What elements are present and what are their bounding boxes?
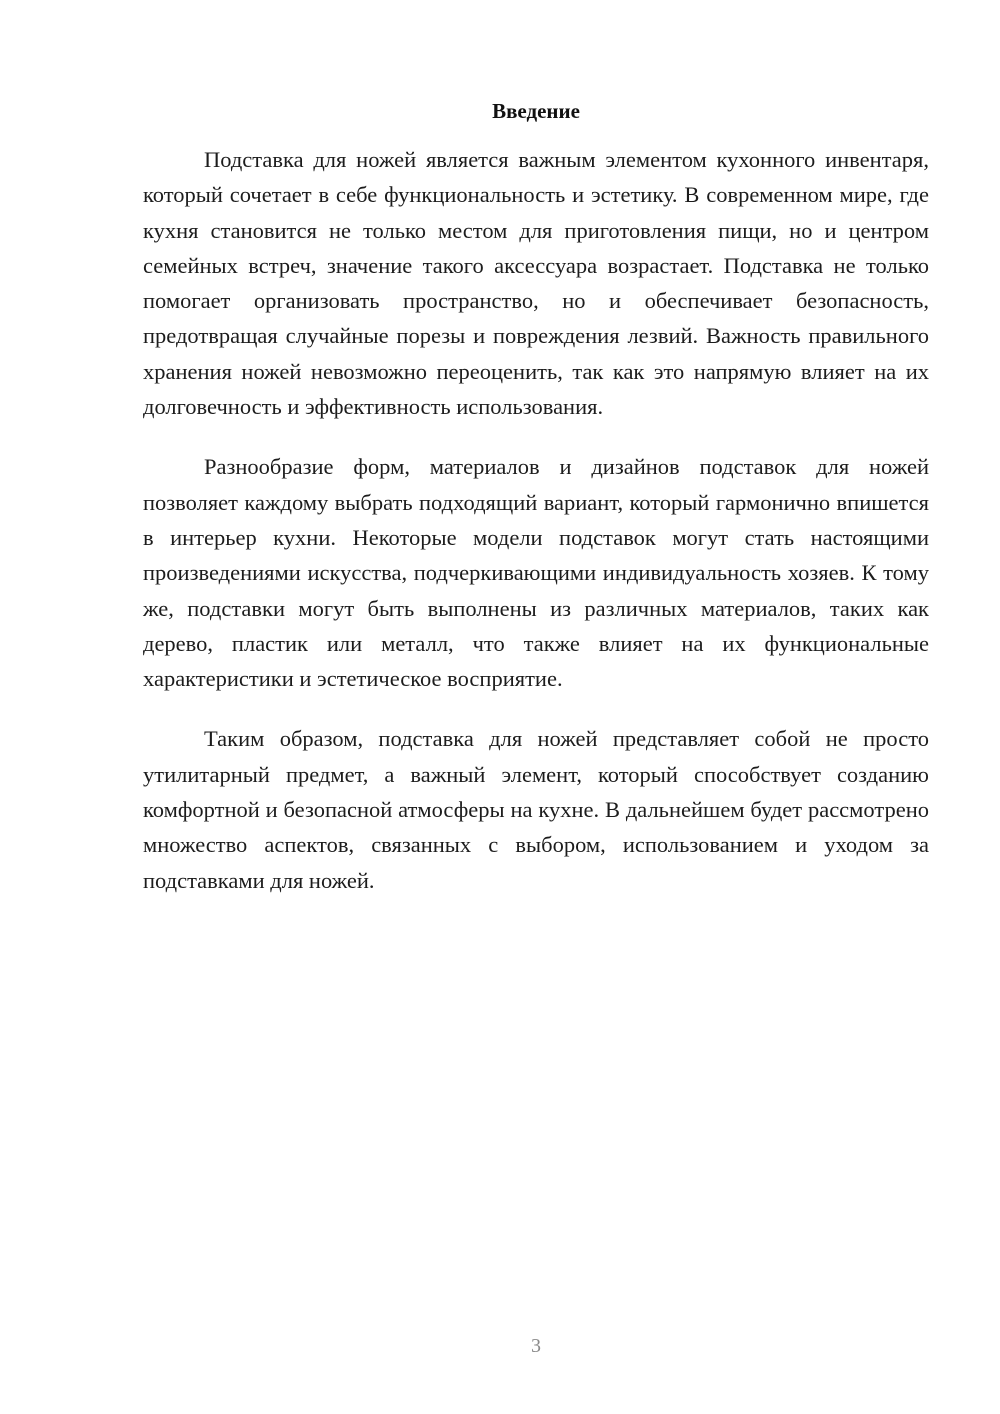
paragraph-3: Таким образом, подставка для ножей представляет собой не просто утилитарный предмет, а важный элемент, который способствует созданию комфортной и безопасной атмосферы на кухне. В дальнейшем будет рассмотрено множество аспектов, связанных с выбором, использованием и уходом за подставками для ножей. (143, 726, 929, 893)
paragraph-1: Подставка для ножей является важным элементом кухонного инвентаря, который сочетает в себе функциональность и эстетику. В современном мире, где кухня становится не только местом для приготовления пищи, но и центром семейных встреч, значение такого аксессуара возрастает. Подставка не только помогает организовать пространство, но и обеспечивает безопасность, предотвращая случайные порезы и повреждения лезвий. Важность правильного хранения ножей невозможно переоценить, так как это напрямую влияет на их долговечность и эффективность использования. (143, 147, 929, 420)
body-text (143, 142, 929, 923)
paragraph-2: Разнообразие форм, материалов и дизайнов подставок для ножей позволяет каждому выбрать подходящий вариант, который гармонично впишется в интерьер кухни. Некоторые модели подставок могут стать настоящими произведениями искусства, подчеркивающими индивидуальность хозяев. К тому же, подставки могут быть выполнены из различных материалов, таких как дерево, пластик или металл, что также влияет на их функциональные характеристики и эстетическое восприятие. (143, 454, 929, 692)
section-title: Введение (492, 99, 580, 123)
page-number: 3 (531, 1335, 541, 1357)
